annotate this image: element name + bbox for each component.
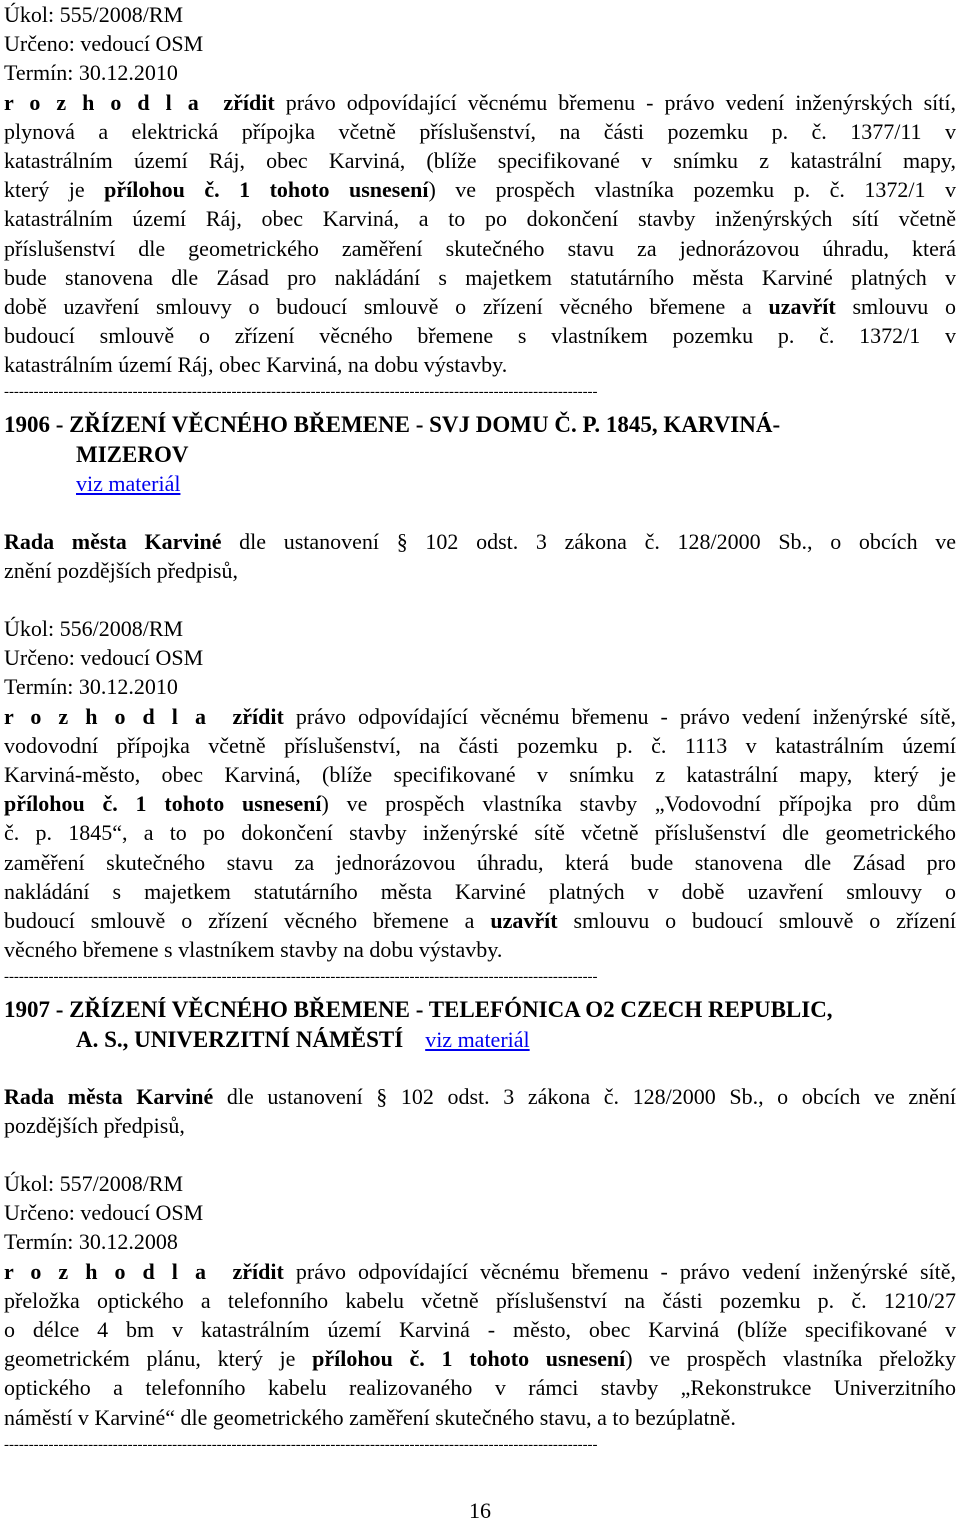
item-heading: MIZEROV <box>76 441 189 467</box>
council-statement-1906 <box>4 527 956 585</box>
view-material-link[interactable]: viz materiál <box>425 1026 530 1052</box>
deadline: Termín: 30.12.2008 <box>4 1229 178 1255</box>
item-1906 <box>4 410 956 498</box>
resolution-text: který je <box>4 177 85 203</box>
separator-line: ------------------------------------------------------------------------------------------------------------------------ <box>4 384 598 400</box>
item-heading: 1906 - ZŘÍZENÍ VĚCNÉHO BŘEMENE - SVJ DOMU Č. P. 1845, KARVINÁ- <box>4 412 781 437</box>
item-heading: 1907 - ZŘÍZENÍ VĚCNÉHO BŘEMENE - TELEFÓNICA O2 CZECH REPUBLIC, <box>4 997 833 1022</box>
attachment-reference: přílohou č. 1 tohoto usnesení <box>4 791 322 817</box>
resolution-text: smlouvu o <box>852 294 956 320</box>
decision-verb: uzavřít <box>768 294 836 320</box>
resolution-line <box>4 789 956 818</box>
resolution-556 <box>4 614 956 964</box>
council-line: pozdějších předpisů, <box>4 1113 185 1139</box>
decision-verb: uzavřít <box>490 908 558 934</box>
separator-line: ------------------------------------------------------------------------------------------------------------------------ <box>4 1437 598 1453</box>
resolution-line: katastrálním území Ráj, obec Karviná, a to po dokončení stavby inženýrských sítí včetně <box>4 206 956 232</box>
resolution-text: právo odpovídající věcnému břemenu - právo vedení inženýrských sítí, <box>285 89 956 115</box>
deadline: Termín: 30.12.2010 <box>4 60 178 86</box>
assigned-to: Určeno: vedoucí OSM <box>4 1200 204 1226</box>
task-number: Úkol: 557/2008/RM <box>4 1171 184 1196</box>
resolution-text: ) ve prospěch vlastníka přeložky <box>625 1346 957 1372</box>
resolution-line: Karviná-město, obec Karviná, (blíže specifikované v snímku z katastrální mapy, který je <box>4 762 956 788</box>
resolution-line <box>4 292 956 321</box>
view-material-link[interactable]: viz materiál <box>76 471 181 496</box>
resolution-line: optického a telefonního kabelu realizovaného v rámci stavby „Rekonstrukce Univerzitního <box>4 1375 956 1401</box>
resolution-line <box>4 702 956 731</box>
resolution-line: vodovodní přípojka včetně příslušenství, na části pozemku p. č. 1113 v katastrálním území <box>4 732 956 758</box>
resolution-text: ) ve prospěch vlastníka pozemku p. č. 1372/1 v <box>428 177 956 203</box>
council-line <box>4 527 956 556</box>
attachment-reference: přílohou č. 1 tohoto usnesení <box>104 177 429 203</box>
resolution-line <box>4 175 956 204</box>
deadline: Termín: 30.12.2010 <box>4 674 178 700</box>
resolution-text: právo odpovídající věcnému břemenu - právo vedení inženýrské sítě, <box>295 1258 957 1284</box>
resolution-line: příslušenství dle geometrického zaměření skutečného stavu za jednorázovou úhradu, která <box>4 235 956 261</box>
assigned-to: Určeno: vedoucí OSM <box>4 645 204 671</box>
assigned-to: Určeno: vedoucí OSM <box>4 31 204 57</box>
resolution-line: plynová a elektrická přípojka včetně příslušenství, na části pozemku p. č. 1377/11 v <box>4 118 956 144</box>
task-number: Úkol: 556/2008/RM <box>4 616 184 641</box>
resolution-555 <box>4 0 956 380</box>
resolution-line: věcného břemene s vlastníkem stavby na dobu výstavby. <box>4 937 503 963</box>
resolution-line: nakládání s majetkem statutárního města Karviné platných v době uzavření smlouvy o <box>4 878 956 904</box>
decides-label: r o z h o d l a <box>4 1258 209 1284</box>
council-statement-1907 <box>4 1082 956 1140</box>
resolution-line: náměstí v Karviné“ dle geometrického zaměření skutečného stavu, a to bezúplatně. <box>4 1404 736 1430</box>
resolution-text: právo odpovídající věcnému břemenu - právo vedení inženýrské sítě, <box>295 703 957 729</box>
resolution-text: smlouvu o budoucí smlouvě o zřízení <box>573 908 957 934</box>
resolution-line: katastrálním území Ráj, obec Karviná, (blíže specifikované v snímku z katastrální mapy, <box>4 148 956 174</box>
page-number: 16 <box>469 1498 491 1523</box>
item-heading: A. S., UNIVERZITNÍ NÁMĚSTÍ <box>76 1026 404 1052</box>
council-name: Rada města Karviné <box>4 1084 214 1109</box>
resolution-557 <box>4 1169 956 1432</box>
resolution-line: bude stanovena dle Zásad pro nakládání s majetkem statutárního města Karviné platných v <box>4 264 956 290</box>
resolution-line: katastrálním území Ráj, obec Karviná, na dobu výstavby. <box>4 352 508 378</box>
decides-label: r o z h o d l a <box>4 703 209 729</box>
task-number: Úkol: 555/2008/RM <box>4 2 184 27</box>
council-name: Rada města Karviné <box>4 529 222 554</box>
resolution-line: o délce 4 bm v katastrálním území Karviná - město, obec Karviná (blíže specifikované v <box>4 1317 956 1343</box>
resolution-line <box>4 906 956 935</box>
resolution-line: přeložka optického a telefonního kabelu včetně příslušenství na části pozemku p. č. 1210/27 <box>4 1287 956 1313</box>
council-text: dle ustanovení § 102 odst. 3 zákona č. 128/2000 Sb., o obcích ve znění <box>226 1084 957 1109</box>
item-1907 <box>4 995 956 1054</box>
decision-verb: zřídit <box>232 1258 284 1284</box>
decision-verb: zřídit <box>223 89 275 115</box>
decides-label: r o z h o d l a <box>4 89 202 115</box>
attachment-reference: přílohou č. 1 tohoto usnesení <box>312 1346 626 1372</box>
decision-verb: zřídit <box>232 703 284 729</box>
resolution-line: č. p. 1845“, a to po dokončení stavby inženýrské sítě včetně příslušenství dle geometrického <box>4 820 956 846</box>
resolution-text: geometrickém plánu, který je <box>4 1346 296 1372</box>
resolution-line: zaměření skutečného stavu za jednorázovou úhradu, která bude stanovena dle Zásad pro <box>4 849 956 875</box>
resolution-line <box>4 88 956 117</box>
separator-line: ------------------------------------------------------------------------------------------------------------------------ <box>4 969 598 985</box>
resolution-text: budoucí smlouvě o zřízení věcného břemene a <box>4 908 475 934</box>
council-line <box>4 1082 956 1111</box>
council-line: znění pozdějších předpisů, <box>4 558 238 584</box>
resolution-line: budoucí smlouvě o zřízení věcného břemene s vlastníkem pozemku p. č. 1372/1 v <box>4 323 956 349</box>
resolution-text: době uzavření smlouvy o budoucí smlouvě o zřízení věcného břemene a <box>4 294 752 320</box>
resolution-line <box>4 1344 956 1373</box>
resolution-line <box>4 1257 956 1286</box>
resolution-text: ) ve prospěch vlastníka stavby „Vodovodní přípojka pro dům <box>321 791 956 817</box>
council-text: dle ustanovení § 102 odst. 3 zákona č. 128/2000 Sb., o obcích ve <box>239 529 957 554</box>
